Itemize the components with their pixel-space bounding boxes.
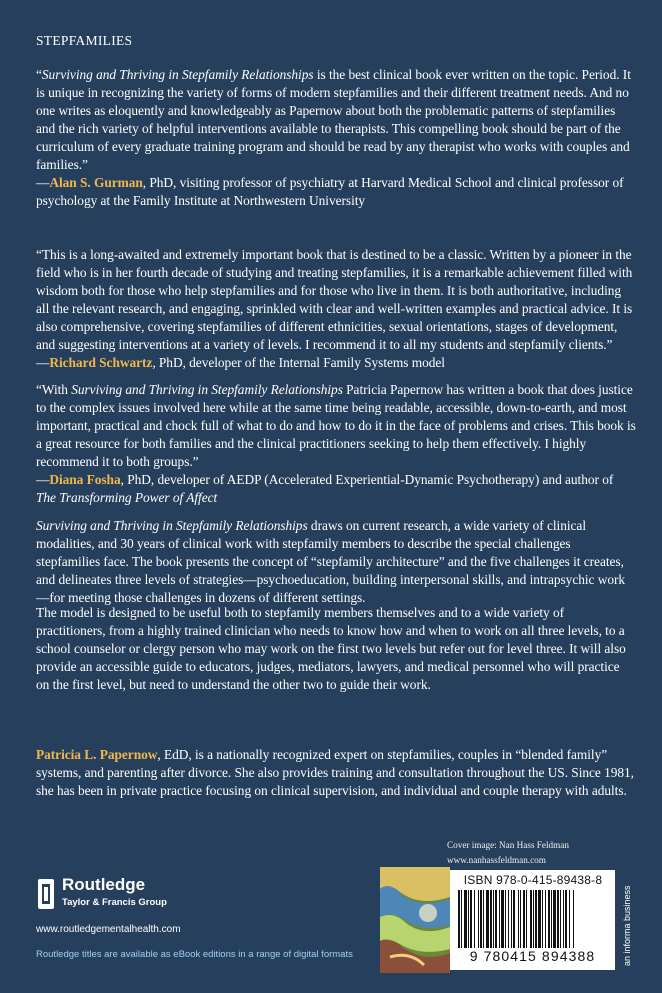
barcode-stripe <box>490 890 492 948</box>
cover-credit-line: Cover image: Nan Hass Feldman <box>447 840 569 850</box>
barcode-number: 9 780415 894388 <box>469 948 596 964</box>
informa-tagline: an informa business <box>622 885 632 966</box>
section-label: STEPFAMILIES <box>36 33 133 48</box>
publisher-logo <box>36 875 236 917</box>
barcode-stripe <box>560 890 561 948</box>
barcode-stripe <box>565 890 567 948</box>
barcode-stripe <box>545 890 546 948</box>
cover-painting-image <box>380 867 450 973</box>
barcode-stripe <box>518 890 519 948</box>
barcode-stripe <box>542 890 543 948</box>
barcode-stripe <box>474 890 475 948</box>
isbn-label: ISBN 978-0-415-89438-8 <box>463 873 603 887</box>
endorser-name: Richard Schwartz <box>49 355 153 370</box>
barcode-bars <box>458 890 608 948</box>
book-title: Surviving and Thriving in Stepfamily Relationships <box>36 518 308 533</box>
endorser-name: Diana Fosha <box>49 472 121 487</box>
barcode-stripe <box>523 890 525 948</box>
author-name: Patricia L. Papernow <box>36 747 158 762</box>
endorser-affiliation: , PhD, developer of AEDP (Accelerated Experiential-Dynamic Psychotherapy) and author of <box>120 472 614 487</box>
description-paragraph-2: The model is designed to be useful both to stepfamily members themselves and to a wide variety of practitioners, from a highly trained clinician who needs to know how and when to work on all three levels, to a school counselor or clergy person who may work on the first two levels but refer out for level three. It will also provide an accessible guide to educators, judges, mediators, lawyers, and medical personnel who will practice on the first level, but need to understand the other two to guide their work. <box>36 605 626 692</box>
barcode-stripe <box>468 890 469 948</box>
barcode-stripe <box>513 890 515 948</box>
barcode-stripe <box>493 890 494 948</box>
barcode-stripe <box>508 890 509 948</box>
cover-credit-website: www.nanhassfeldman.com <box>447 855 546 865</box>
description-text: draws on current research, a wide variety of clinical modalities, and 30 years of clinical work with stepfamily members to describe the special challenges stepfamilies face. The book presents the concept of “stepfamily architecture” and the five challenges it creates, and delineates three levels of strategies—psychoeducation, building interpersonal skills, and intrapsychic work—for meeting those challenges in dozens of different settings. <box>36 518 626 605</box>
description-paragraph-1 <box>36 517 636 607</box>
barcode-stripe <box>478 890 479 948</box>
endorser-book: The Transforming Power of Affect <box>36 490 218 505</box>
endorser-name: Alan S. Gurman <box>49 175 143 190</box>
barcode-stripe <box>501 890 504 948</box>
barcode-stripe <box>526 890 527 948</box>
barcode-stripe <box>505 890 506 948</box>
endorser-affiliation: , PhD, visiting professor of psychiatry at Harvard Medical School and clinical professor of psychology at the Family Institute at Northwestern University <box>36 175 624 208</box>
author-bio <box>36 746 636 800</box>
barcode-stripe <box>530 890 532 948</box>
barcode-stripe <box>480 890 482 948</box>
barcode-stripe <box>461 890 462 948</box>
isbn-barcode <box>450 870 615 970</box>
quote-intro: “With <box>36 382 72 397</box>
barcode-stripe <box>535 890 537 948</box>
publisher-website: www.routledgementalhealth.com <box>36 924 181 935</box>
barcode-stripe <box>464 890 467 948</box>
publisher-name: Routledge <box>62 875 146 894</box>
author-bio-text: , EdD, is a nationally recognized expert on stepfamilies, couples in “blended family” systems, and parenting after divorce. She also provides training and consultation throughout the US. Since 1981, she has been in private practice focusing on clinical supervision, and individual and couple therapy with adults. <box>36 747 634 798</box>
barcode-stripe <box>499 890 500 948</box>
barcode-stripe <box>573 890 574 948</box>
book-title: Surviving and Thriving in Stepfamily Relationships <box>41 67 314 82</box>
routledge-logo-icon <box>36 877 56 911</box>
quote-text: Patricia Papernow has written a book that does justice to the complex issues involved here while at the same time being readable, accessible, down-to-earth, and most important, practical and chock full of what to do and how to do it in the face of problems and crises. This book is a great resource for both families and the clinical practitioners seeking to help them effectively. I highly recommend it to both groups.” <box>36 382 636 469</box>
endorsement-fosha: “With Surviving and Thriving in Stepfamily Relationships Patricia Papernow has written a book that does justice to the complex issues involved here while at the same time being readable, accessible, down-to-earth, and most important, practical and chock full of what to do and how to do it in the face of problems and crises. This book is a great resource for both families and the clinical practitioners seeking to help them effectively. I highly recommend it to both groups.” —Diana Fosha, PhD, developer of AEDP (Accelerated Experiential-Dynamic Psychotherapy) and author of The Transforming Power of Affect <box>36 382 636 505</box>
publisher-group: Taylor & Francis Group <box>62 897 167 908</box>
barcode-stripe <box>483 890 484 948</box>
barcode-stripe <box>569 890 570 948</box>
barcode-stripe <box>551 890 552 948</box>
barcode-stripe <box>458 890 460 948</box>
endorsement-gurman: “Surviving and Thriving in Stepfamily Relationships is the best clinical book ever written on the topic. Period. It is unique in recognizing the variety of forms of modern stepfamilies and their different treatment needs. And no one writes as eloquently and knowledgeably as Papernow about both the problematic patterns of stepfamilies and the rich variety of helpful interventions available to therapists. This compelling book should be part of the curriculum of every graduate training program and should be read by any therapist who works with couples and families.” —Alan S. Gurman, PhD, visiting professor of psychiatry at Harvard Medical School and clinical professor of psychology at the Family Institute at Northwestern University <box>36 67 631 208</box>
barcode-stripe <box>470 890 472 948</box>
quote-text: “This is a long-awaited and extremely important book that is destined to be a classic. Written by a pioneer in the field who is in her fourth decade of studying and treating stepfamilies, it is a remarkable achievement filled with wisdom both for those who help stepfamilies and for those who live in them. It is both authoritative, including all the relevant research, and engaging, sprinkled with clear and well-written examples and practical advice. It is also comprehensive, covering stepfamilies of different ethnicities, sexual orientations, stages of development, and suggesting interventions at a variety of levels. I recommend it to all my students and stepfamily clients.” <box>36 247 633 352</box>
barcode-stripe <box>548 890 550 948</box>
barcode-stripe <box>486 890 489 948</box>
barcode-stripe <box>520 890 521 948</box>
barcode-stripe <box>511 890 512 948</box>
cover-credit <box>447 838 569 868</box>
ebook-note: Routledge titles are available as eBook editions in a range of digital formats <box>36 949 353 960</box>
barcode-stripe <box>563 890 564 948</box>
endorsement-schwartz: “This is a long-awaited and extremely important book that is destined to be a classic. Written by a pioneer in the field who is in her fourth decade of studying and treating stepfamilies, it is a remarkable achievement filled with wisdom both for those who help stepfamilies and for those who live in them. It is both authoritative, including all the relevant research, and engaging, sprinkled with clear and well-written examples and practical advice. It is also comprehensive, covering stepfamilies of different ethnicities, sexual orientations, stages of development, and suggesting interventions at a variety of levels. I recommend it to all my students and stepfamily clients.” —Richard Schwartz, PhD, developer of the Internal Family Systems model <box>36 247 633 370</box>
barcode-stripe <box>538 890 541 948</box>
book-title: Surviving and Thriving in Stepfamily Relationships <box>71 382 343 397</box>
endorser-affiliation: , PhD, developer of the Internal Family Systems model <box>152 355 445 370</box>
quote-text: is the best clinical book ever written on the topic. Period. It is unique in recognizing the variety of forms of modern stepfamilies and their different treatment needs. And no one writes as eloquently and knowledgeably as Papernow about both the problematic patterns of stepfamilies and the rich variety of helpful interventions available to therapists. This compelling book should be part of the curriculum of every graduate training program and should be read by any therapist who works with couples and families.” <box>36 67 631 172</box>
barcode-stripe <box>553 890 556 948</box>
barcode-stripe <box>557 890 559 948</box>
barcode-stripe <box>495 890 497 948</box>
barcode-stripe <box>533 890 534 948</box>
